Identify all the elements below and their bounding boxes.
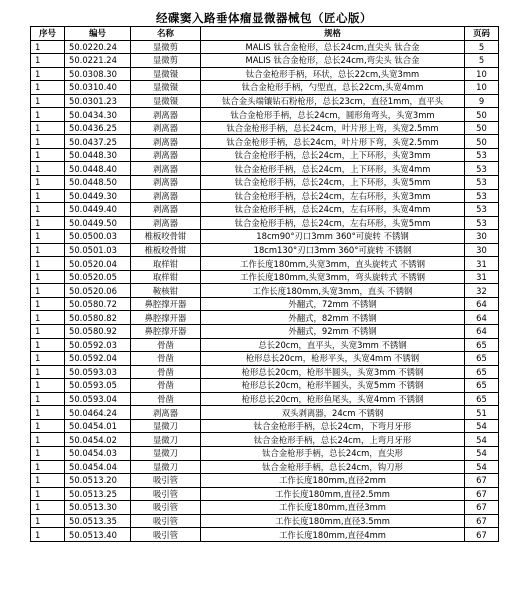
cell-name: 剥离器 xyxy=(131,406,201,420)
cell-spec: 18cm90°刃口3mm 360°可旋转 不锈钢 xyxy=(201,230,465,244)
cell-code: 50.0520.04 xyxy=(65,257,131,271)
cell-page: 53 xyxy=(465,203,499,217)
table-row xyxy=(31,148,499,162)
cell-page: 65 xyxy=(465,392,499,406)
cell-code: 50.0301.23 xyxy=(65,94,131,108)
cell-name: 取样钳 xyxy=(131,257,201,271)
cell-code: 50.0580.82 xyxy=(65,311,131,325)
cell-spec: 工作长度180mm,直径3mm xyxy=(201,501,465,515)
cell-spec: 工作长度180mm,直径2.5mm xyxy=(201,487,465,501)
cell-page: 10 xyxy=(465,67,499,81)
table-row xyxy=(31,419,499,433)
cell-name: 骨凿 xyxy=(131,365,201,379)
cell-spec: MALIS 钛合金枪形，总长24cm,弯尖头 钛合金 xyxy=(201,54,465,68)
cell-page: 64 xyxy=(465,311,499,325)
table-row xyxy=(31,284,499,298)
table-row xyxy=(31,338,499,352)
table-row xyxy=(31,514,499,528)
cell-code: 50.0220.24 xyxy=(65,40,131,54)
header-spec: 规格 xyxy=(201,27,465,41)
cell-page: 53 xyxy=(465,176,499,190)
cell-name: 显微剪 xyxy=(131,40,201,54)
table-row xyxy=(31,297,499,311)
cell-spec: 枪形总长20cm，枪形半圆头，头宽3mm 不锈钢 xyxy=(201,365,465,379)
cell-name: 鼻腔撑开器 xyxy=(131,325,201,339)
cell-code: 50.0580.92 xyxy=(65,325,131,339)
cell-code: 50.0308.30 xyxy=(65,67,131,81)
cell-code: 50.0592.04 xyxy=(65,352,131,366)
cell-name: 椎板咬骨钳 xyxy=(131,230,201,244)
cell-index: 1 xyxy=(31,162,65,176)
cell-code: 50.0593.05 xyxy=(65,379,131,393)
cell-code: 50.0448.40 xyxy=(65,162,131,176)
cell-spec: 钛合金枪形手柄，总长24cm，上下环形，头宽4mm xyxy=(201,162,465,176)
cell-index: 1 xyxy=(31,406,65,420)
cell-name: 显微刀 xyxy=(131,433,201,447)
cell-index: 1 xyxy=(31,216,65,230)
cell-page: 53 xyxy=(465,216,499,230)
cell-name: 吸引管 xyxy=(131,474,201,488)
cell-code: 50.0454.02 xyxy=(65,433,131,447)
cell-name: 吸引管 xyxy=(131,501,201,515)
cell-name: 取样钳 xyxy=(131,270,201,284)
cell-spec: 工作长度180mm,头宽3mm，直头 不锈钢 xyxy=(201,284,465,298)
cell-index: 1 xyxy=(31,528,65,542)
cell-code: 50.0449.30 xyxy=(65,189,131,203)
cell-index: 1 xyxy=(31,54,65,68)
cell-index: 1 xyxy=(31,40,65,54)
cell-code: 50.0464.24 xyxy=(65,406,131,420)
cell-page: 50 xyxy=(465,108,499,122)
cell-index: 1 xyxy=(31,81,65,95)
cell-index: 1 xyxy=(31,108,65,122)
table-row xyxy=(31,162,499,176)
cell-code: 50.0500.03 xyxy=(65,230,131,244)
cell-spec: 钛合金枪形手柄，勺型直，总长22cm,头宽4mm xyxy=(201,81,465,95)
cell-spec: 工作长度180mm,直径2mm xyxy=(201,474,465,488)
cell-page: 50 xyxy=(465,121,499,135)
instrument-list-document xyxy=(30,10,498,542)
cell-code: 50.0513.20 xyxy=(65,474,131,488)
cell-index: 1 xyxy=(31,392,65,406)
table-row xyxy=(31,230,499,244)
cell-spec: 钛合金枪形手柄，总长24cm，钩刀形 xyxy=(201,460,465,474)
table-row xyxy=(31,81,499,95)
cell-spec: 工作长度180mm,头宽3mm，直头旋转式 不锈钢 xyxy=(201,257,465,271)
cell-page: 10 xyxy=(465,81,499,95)
table-row xyxy=(31,379,499,393)
table-row xyxy=(31,270,499,284)
cell-page: 53 xyxy=(465,189,499,203)
table-row xyxy=(31,67,499,81)
table-row xyxy=(31,406,499,420)
cell-index: 1 xyxy=(31,297,65,311)
cell-page: 30 xyxy=(465,243,499,257)
cell-code: 50.0437.25 xyxy=(65,135,131,149)
cell-index: 1 xyxy=(31,203,65,217)
cell-code: 50.0580.72 xyxy=(65,297,131,311)
cell-spec: 钛合金枪形手柄，总长24cm，上下环形，头宽5mm xyxy=(201,176,465,190)
table-row xyxy=(31,216,499,230)
cell-name: 剥离器 xyxy=(131,162,201,176)
cell-spec: 钛合金枪形手柄，总长24cm，左右环形，头宽3mm xyxy=(201,189,465,203)
cell-spec: 钛合金枪形手柄，总长24cm，直尖形 xyxy=(201,446,465,460)
table-row xyxy=(31,40,499,54)
table-row xyxy=(31,121,499,135)
cell-index: 1 xyxy=(31,419,65,433)
cell-spec: 工作长度180mm,头宽3mm，弯头旋转式 不锈钢 xyxy=(201,270,465,284)
cell-page: 53 xyxy=(465,162,499,176)
table-row xyxy=(31,325,499,339)
cell-code: 50.0520.06 xyxy=(65,284,131,298)
cell-code: 50.0513.35 xyxy=(65,514,131,528)
cell-spec: 枪形总长20cm，枪形平头，头宽4mm 不锈钢 xyxy=(201,352,465,366)
cell-index: 1 xyxy=(31,121,65,135)
table-row xyxy=(31,108,499,122)
cell-index: 1 xyxy=(31,352,65,366)
cell-page: 5 xyxy=(465,40,499,54)
cell-page: 53 xyxy=(465,148,499,162)
cell-code: 50.0513.30 xyxy=(65,501,131,515)
cell-index: 1 xyxy=(31,94,65,108)
cell-page: 67 xyxy=(465,514,499,528)
cell-name: 剥离器 xyxy=(131,216,201,230)
cell-page: 31 xyxy=(465,270,499,284)
cell-page: 31 xyxy=(465,257,499,271)
cell-name: 剥离器 xyxy=(131,108,201,122)
cell-spec: 钛合金枪形手柄，总长24cm，圆形角弯头，头宽3mm xyxy=(201,108,465,122)
cell-name: 骨凿 xyxy=(131,352,201,366)
cell-code: 50.0454.03 xyxy=(65,446,131,460)
table-row xyxy=(31,135,499,149)
cell-spec: 钛合金枪形手柄，环状，总长22cm,头宽3mm xyxy=(201,67,465,81)
cell-index: 1 xyxy=(31,487,65,501)
table-row xyxy=(31,311,499,325)
cell-page: 65 xyxy=(465,338,499,352)
cell-spec: 钛合金枪形手柄，总长24cm，左右环形，头宽5mm xyxy=(201,216,465,230)
instrument-table xyxy=(30,26,499,542)
cell-page: 64 xyxy=(465,297,499,311)
cell-index: 1 xyxy=(31,460,65,474)
cell-code: 50.0221.24 xyxy=(65,54,131,68)
table-row xyxy=(31,352,499,366)
cell-name: 吸引管 xyxy=(131,487,201,501)
table-row xyxy=(31,54,499,68)
cell-name: 剥离器 xyxy=(131,148,201,162)
cell-name: 骨凿 xyxy=(131,379,201,393)
cell-name: 剥离器 xyxy=(131,121,201,135)
header-name: 名称 xyxy=(131,27,201,41)
cell-name: 剥离器 xyxy=(131,203,201,217)
table-row xyxy=(31,433,499,447)
cell-page: 32 xyxy=(465,284,499,298)
cell-name: 显微剪 xyxy=(131,54,201,68)
cell-spec: 钛合金枪形手柄，总长24cm，下弯月牙形 xyxy=(201,419,465,433)
cell-name: 骨凿 xyxy=(131,392,201,406)
cell-name: 吸引管 xyxy=(131,514,201,528)
table-row xyxy=(31,501,499,515)
table-body xyxy=(31,40,499,541)
cell-code: 50.0448.30 xyxy=(65,148,131,162)
cell-code: 50.0592.03 xyxy=(65,338,131,352)
cell-name: 显微刀 xyxy=(131,419,201,433)
cell-spec: 钛合金枪形手柄，总长24cm，上弯月牙形 xyxy=(201,433,465,447)
cell-code: 50.0454.01 xyxy=(65,419,131,433)
cell-name: 吸引管 xyxy=(131,528,201,542)
cell-code: 50.0449.50 xyxy=(65,216,131,230)
table-row xyxy=(31,176,499,190)
cell-page: 64 xyxy=(465,325,499,339)
cell-index: 1 xyxy=(31,243,65,257)
cell-spec: 外翻式，92mm 不锈钢 xyxy=(201,325,465,339)
cell-page: 67 xyxy=(465,474,499,488)
cell-name: 鞍核钳 xyxy=(131,284,201,298)
cell-index: 1 xyxy=(31,270,65,284)
cell-name: 剥离器 xyxy=(131,176,201,190)
cell-index: 1 xyxy=(31,176,65,190)
cell-index: 1 xyxy=(31,257,65,271)
cell-spec: 18cm130°刃口3mm 360°可旋转 不锈钢 xyxy=(201,243,465,257)
cell-index: 1 xyxy=(31,325,65,339)
table-row xyxy=(31,243,499,257)
cell-spec: 工作长度180mm,直径4mm xyxy=(201,528,465,542)
cell-index: 1 xyxy=(31,189,65,203)
cell-name: 椎板咬骨钳 xyxy=(131,243,201,257)
cell-name: 剥离器 xyxy=(131,135,201,149)
header-code: 编号 xyxy=(65,27,131,41)
cell-spec: 工作长度180mm,直径3.5mm xyxy=(201,514,465,528)
cell-page: 5 xyxy=(465,54,499,68)
cell-page: 54 xyxy=(465,419,499,433)
table-row xyxy=(31,474,499,488)
cell-page: 65 xyxy=(465,365,499,379)
cell-spec: 钛合金头端镶钻石粉枪形，总长23cm，直径1mm，直平头 xyxy=(201,94,465,108)
cell-spec: MALIS 钛合金枪形，总长24cm,直尖头 钛合金 xyxy=(201,40,465,54)
cell-index: 1 xyxy=(31,338,65,352)
cell-spec: 总长20cm，直平头，头宽3mm 不锈钢 xyxy=(201,338,465,352)
cell-code: 50.0520.05 xyxy=(65,270,131,284)
cell-page: 65 xyxy=(465,379,499,393)
cell-index: 1 xyxy=(31,148,65,162)
cell-code: 50.0449.40 xyxy=(65,203,131,217)
cell-page: 67 xyxy=(465,528,499,542)
table-row xyxy=(31,528,499,542)
cell-page: 54 xyxy=(465,433,499,447)
cell-page: 9 xyxy=(465,94,499,108)
cell-name: 鼻腔撑开器 xyxy=(131,297,201,311)
table-row xyxy=(31,94,499,108)
cell-spec: 钛合金枪形手柄，总长24cm，叶片形上弯，头宽2.5mm xyxy=(201,121,465,135)
cell-name: 显微镊 xyxy=(131,94,201,108)
header-index: 序号 xyxy=(31,27,65,41)
cell-page: 51 xyxy=(465,406,499,420)
cell-name: 显微刀 xyxy=(131,460,201,474)
cell-name: 显微刀 xyxy=(131,446,201,460)
table-header-row xyxy=(31,27,499,41)
cell-name: 显微镊 xyxy=(131,67,201,81)
table-row xyxy=(31,446,499,460)
cell-index: 1 xyxy=(31,474,65,488)
cell-page: 30 xyxy=(465,230,499,244)
cell-code: 50.0454.04 xyxy=(65,460,131,474)
table-row xyxy=(31,392,499,406)
table-row xyxy=(31,365,499,379)
cell-name: 鼻腔撑开器 xyxy=(131,311,201,325)
table-row xyxy=(31,203,499,217)
cell-spec: 钛合金枪形手柄，总长24cm，左右环形，头宽4mm xyxy=(201,203,465,217)
cell-page: 50 xyxy=(465,135,499,149)
header-page: 页码 xyxy=(465,27,499,41)
cell-spec: 枪形总长20cm，枪形半圆头，头宽5mm 不锈钢 xyxy=(201,379,465,393)
cell-index: 1 xyxy=(31,501,65,515)
cell-index: 1 xyxy=(31,433,65,447)
cell-page: 54 xyxy=(465,446,499,460)
cell-name: 骨凿 xyxy=(131,338,201,352)
table-row xyxy=(31,189,499,203)
cell-spec: 双头剥离器，24cm 不锈钢 xyxy=(201,406,465,420)
cell-spec: 外翻式，72mm 不锈钢 xyxy=(201,297,465,311)
cell-index: 1 xyxy=(31,67,65,81)
cell-code: 50.0310.40 xyxy=(65,81,131,95)
cell-index: 1 xyxy=(31,365,65,379)
cell-code: 50.0593.03 xyxy=(65,365,131,379)
cell-code: 50.0448.50 xyxy=(65,176,131,190)
table-row xyxy=(31,257,499,271)
table-row xyxy=(31,487,499,501)
cell-spec: 枪形总长20cm，枪形鱼尾头，头宽4mm 不锈钢 xyxy=(201,392,465,406)
cell-index: 1 xyxy=(31,514,65,528)
cell-spec: 外翻式，82mm 不锈钢 xyxy=(201,311,465,325)
cell-spec: 钛合金枪形手柄，总长24cm，上下环形，头宽3mm xyxy=(201,148,465,162)
cell-spec: 钛合金枪形手柄，总长24cm，叶片形下弯，头宽2.5mm xyxy=(201,135,465,149)
cell-code: 50.0501.03 xyxy=(65,243,131,257)
cell-code: 50.0513.25 xyxy=(65,487,131,501)
table-row xyxy=(31,460,499,474)
cell-index: 1 xyxy=(31,311,65,325)
cell-index: 1 xyxy=(31,284,65,298)
document-title: 经碟窦入路垂体瘤显微器械包（匠心版） xyxy=(156,11,372,25)
cell-index: 1 xyxy=(31,379,65,393)
cell-code: 50.0434.30 xyxy=(65,108,131,122)
cell-index: 1 xyxy=(31,135,65,149)
cell-code: 50.0436.25 xyxy=(65,121,131,135)
cell-page: 54 xyxy=(465,460,499,474)
cell-code: 50.0593.04 xyxy=(65,392,131,406)
cell-page: 67 xyxy=(465,501,499,515)
cell-page: 65 xyxy=(465,352,499,366)
cell-name: 显微镊 xyxy=(131,81,201,95)
cell-code: 50.0513.40 xyxy=(65,528,131,542)
cell-page: 67 xyxy=(465,487,499,501)
cell-index: 1 xyxy=(31,230,65,244)
cell-name: 剥离器 xyxy=(131,189,201,203)
cell-index: 1 xyxy=(31,446,65,460)
